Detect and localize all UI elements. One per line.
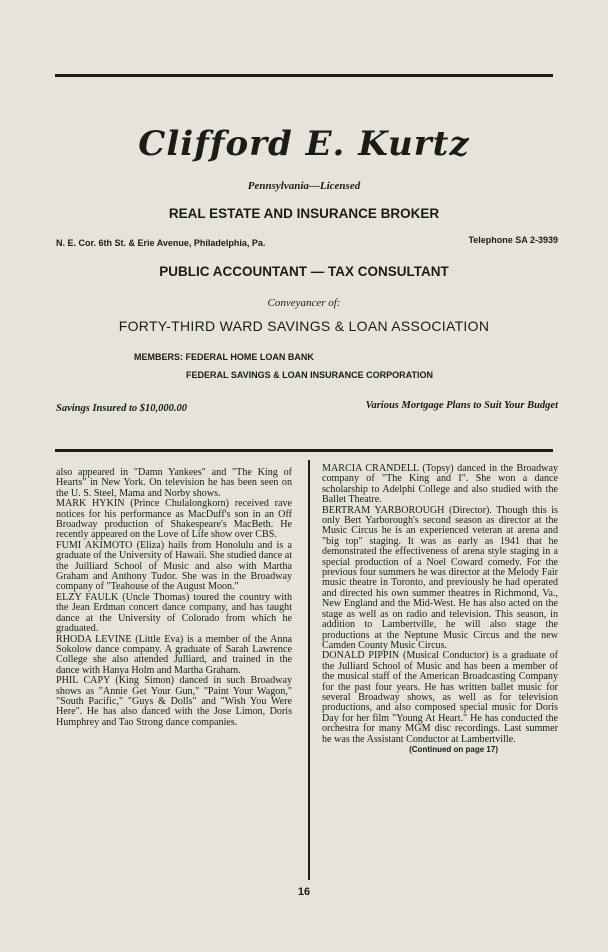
accountant-heading: PUBLIC ACCOUNTANT — TAX CONSULTANT bbox=[159, 264, 449, 279]
conveyancer-label: Conveyancer of: bbox=[267, 297, 341, 309]
bio-paragraph: DONALD PIPPIN (Musical Conductor) is a graduate of the Julliard School of Music and has been a member of the musical staff of the American Broadcasting Company for the past four years. He has written ballet music for several Broadway shows, as well as for television productions, and also composed special music for Doris Day for her film "Young At Heart." He has conducted the orchestra for many MGM disc recordings. Last summer he was the Assistant Conductor at Lambertville. bbox=[322, 650, 558, 745]
broker-heading: REAL ESTATE AND INSURANCE BROKER bbox=[168, 206, 440, 221]
column-divider bbox=[308, 460, 310, 880]
telephone-line: Telephone SA 2-3939 bbox=[468, 235, 558, 245]
right-column bbox=[322, 464, 558, 755]
bio-paragraph: PHIL CAPY (King Simon) danced in such Broadway shows as "Annie Get Your Gun," "Paint Your Wagon," "South Pacific," "Guys & Dolls" and "Wish You Were Here". He has also danced with the Jose Limon, Doris Humphrey and Tao Strong dance companies. bbox=[56, 675, 292, 728]
bio-paragraph: ELZY FAULK (Uncle Thomas) toured the country with the Jean Erdman concert dance company, and has taught dance at the University of Colorado from which he graduated. bbox=[56, 591, 292, 635]
section-rule bbox=[55, 449, 553, 452]
continued-note: (Continued on page 17) bbox=[409, 744, 498, 754]
bio-paragraph: MARCIA CRANDELL (Topsy) danced in the Broadway company of "The King and I". She won a dance scholarship to Adelphi College and also studied with the Ballet Theatre. bbox=[322, 463, 558, 506]
federal-insurance-line: FEDERAL SAVINGS & LOAN INSURANCE CORPORATION bbox=[186, 370, 434, 380]
association-name: FORTY-THIRD WARD SAVINGS & LOAN ASSOCIATION bbox=[118, 318, 490, 334]
license-line: Pennsylvania—Licensed bbox=[247, 180, 361, 192]
bio-paragraph: BERTRAM YARBOROUGH (Director). Though this is only Bert Yarborough's second season as director at the Music Circus he is an experienced veteran at arena and "big top" staging. It was as early as 1941 that he demonstrated the effectiveness of arena style staging in a special production of a Noel Coward comedy. For the previous four summers he was director at the Melody Fair music theatre in Toronto, and previously he had operated and directed his own summer theatres in Richmond, Va., New England and the Mid-West. He has also acted on the stage as well as on radio and television. This season, in addition to Lambertville, he will also stage the productions at the Neptune Music Circus and the new Camden County Music Circus. bbox=[322, 504, 558, 651]
advertiser-name: Clifford E. Kurtz bbox=[138, 124, 470, 164]
left-column bbox=[56, 468, 292, 728]
savings-insured-line: Savings Insured to $10,000.00 bbox=[56, 403, 187, 414]
members-line: MEMBERS: FEDERAL HOME LOAN BANK bbox=[134, 352, 314, 362]
bio-paragraph: MARK HYKIN (Prince Chulalongkorn) received rave notices for his performance as MacDuff's son in an Off Broadway production of Shakespeare's MacBeth. He recently appeared on the Love of Life show over CBS. bbox=[56, 498, 292, 541]
address-line: N. E. Cor. 6th St. & Erie Avenue, Philadelphia, Pa. bbox=[56, 238, 266, 248]
bio-paragraph: FUMI AKIMOTO (Eliza) hails from Honolulu and is a graduate of the University of Hawaii. She studied dance at the Juilliard School of Music and also with Martha Graham and Anthony Tudor. She was in the Broadway company of "Teahouse of the August Moon." bbox=[56, 539, 293, 593]
bio-paragraph: also appeared in "Damn Yankees" and "The King of Hearts" in New York. On television he has been seen on the U. S. Steel, Mama and Norby shows. bbox=[56, 467, 292, 499]
mortgage-plans-line: Various Mortgage Plans to Suit Your Budget bbox=[365, 400, 558, 411]
top-rule bbox=[55, 74, 553, 77]
bio-paragraph: RHODA LEVINE (Little Eva) is a member of the Anna Sokolow dance company. A graduate of Sarah Lawrence College she also attended Julliard, and trained in the dance with Hanya Holm and Martha Graham. bbox=[56, 633, 292, 676]
page-number: 16 bbox=[297, 886, 311, 898]
